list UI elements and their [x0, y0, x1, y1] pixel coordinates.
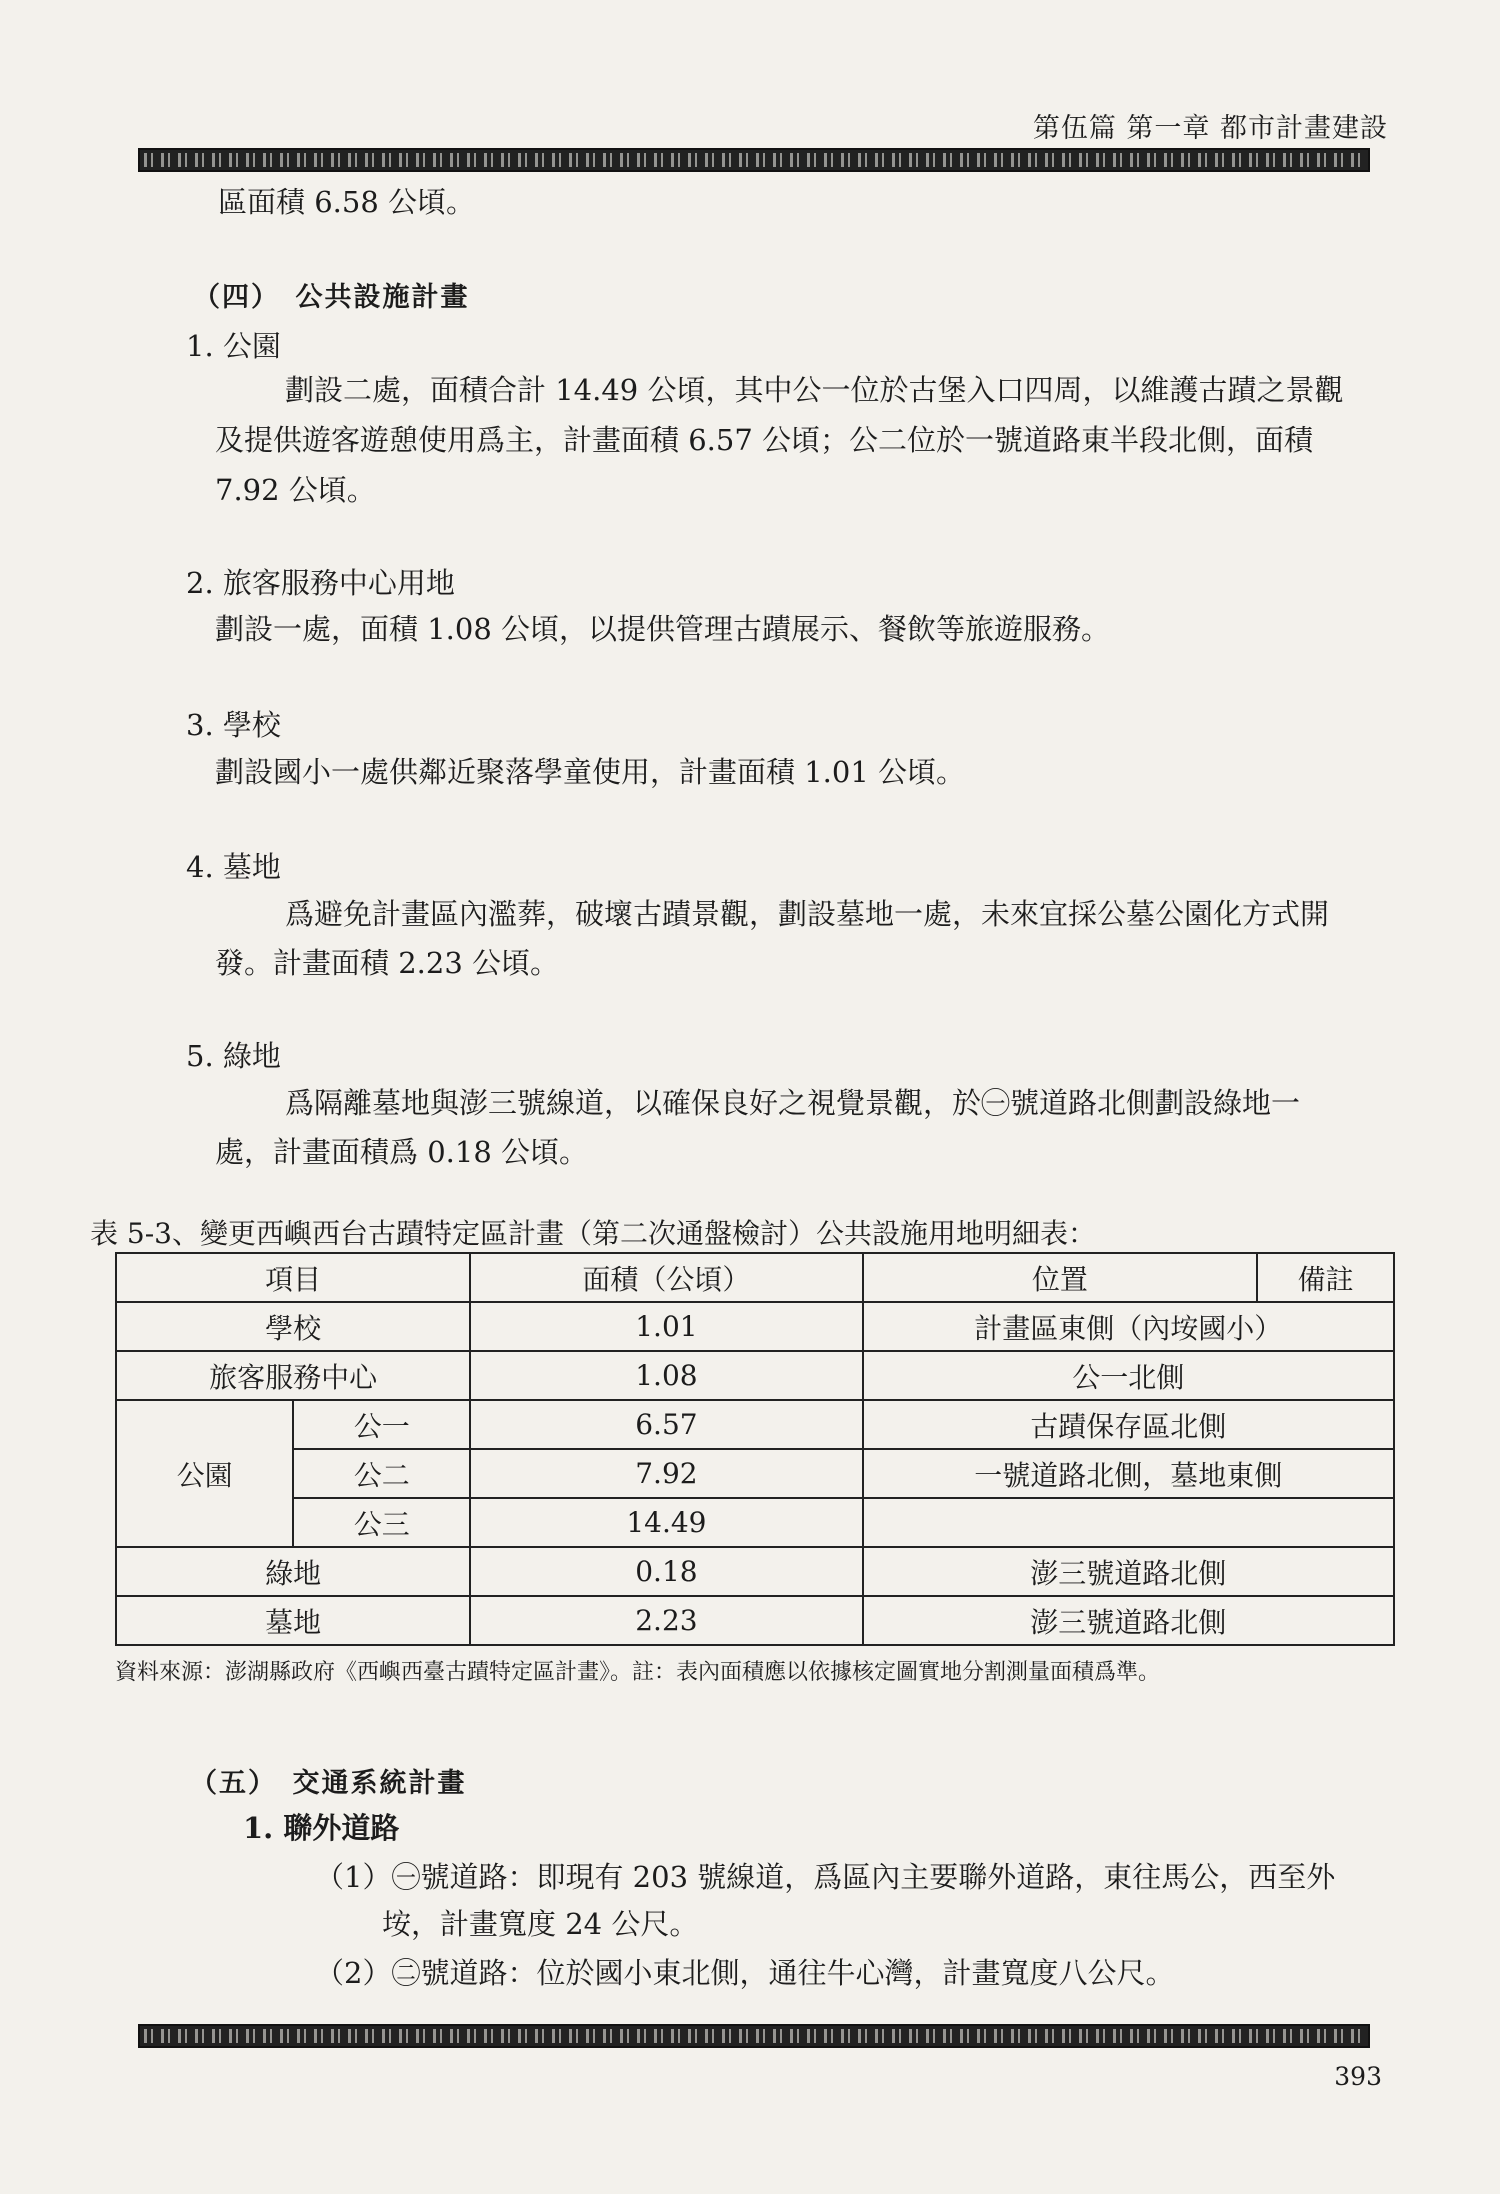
- row-green-name: 綠地: [116, 1547, 470, 1596]
- row-park3-area: 14.49: [470, 1498, 862, 1547]
- item-4-heading: 4. 墓地: [186, 850, 281, 884]
- row-park1-name: 公一: [293, 1400, 470, 1449]
- row-tourist-name: 旅客服務中心: [116, 1351, 470, 1400]
- row-park2-name: 公二: [293, 1449, 470, 1498]
- row-park3-name: 公三: [293, 1498, 470, 1547]
- item-2-line-1: 劃設一處，面積 1.08 公頃，以提供管理古蹟展示、餐飲等旅遊服務。: [215, 612, 1111, 646]
- table-row: [116, 1302, 1394, 1351]
- header-note: 備註: [1257, 1253, 1394, 1302]
- section-5-title: （五） 交通系統計畫: [190, 1768, 467, 1799]
- header-area: 面積（公頃）: [470, 1253, 862, 1302]
- table-row: [116, 1400, 1394, 1449]
- item-1-line-3: 7.92 公頃。: [215, 473, 376, 507]
- item-5-line-1: 爲隔離墓地與澎三號線道，以確保良好之視覺景觀，於㊀號道路北側劃設綠地一: [285, 1086, 1301, 1120]
- header-location: 位置: [863, 1253, 1258, 1302]
- row-park-label: 公園: [116, 1400, 293, 1547]
- table-row: [116, 1596, 1394, 1645]
- row-park3-location: [863, 1498, 1394, 1547]
- row-school-name: 學校: [116, 1302, 470, 1351]
- table-row: [116, 1547, 1394, 1596]
- item-4-line-2: 發。計畫面積 2.23 公頃。: [215, 946, 560, 980]
- row-park2-location: 一號道路北側，墓地東側: [863, 1449, 1394, 1498]
- continued-text: 區面積 6.58 公頃。: [218, 185, 476, 219]
- road-1-line-1: （1）㊀號道路：即現有 203 號線道，爲區內主要聯外道路，東往馬公，西至外: [315, 1860, 1336, 1894]
- facility-table: [115, 1252, 1395, 1646]
- header-item: 項目: [116, 1253, 470, 1302]
- row-park2-area: 7.92: [470, 1449, 862, 1498]
- section-5-subheading: 1. 聯外道路: [243, 1811, 400, 1845]
- row-green-area: 0.18: [470, 1547, 862, 1596]
- table-header-row: [116, 1253, 1394, 1302]
- table-row: [116, 1351, 1394, 1400]
- row-tourist-area: 1.08: [470, 1351, 862, 1400]
- row-cemetery-location: 澎三號道路北側: [863, 1596, 1394, 1645]
- row-cemetery-area: 2.23: [470, 1596, 862, 1645]
- item-3-line-1: 劃設國小一處供鄰近聚落學童使用，計畫面積 1.01 公頃。: [215, 755, 966, 789]
- bottom-decorative-border: [138, 2024, 1370, 2048]
- item-4-line-1: 爲避免計畫區內濫葬，破壞古蹟景觀，劃設墓地一處，未來宜採公墓公園化方式開: [285, 897, 1330, 931]
- row-school-area: 1.01: [470, 1302, 862, 1351]
- page-number: 393: [1334, 2062, 1382, 2091]
- item-2-heading: 2. 旅客服務中心用地: [186, 566, 455, 600]
- item-5-heading: 5. 綠地: [186, 1039, 281, 1073]
- row-green-location: 澎三號道路北側: [863, 1547, 1394, 1596]
- item-1-heading: 1. 公園: [186, 329, 281, 363]
- section-4-title: （四） 公共設施計畫: [193, 282, 470, 313]
- row-cemetery-name: 墓地: [116, 1596, 470, 1645]
- table-row: [116, 1449, 1394, 1498]
- road-2-line-1: （2）㊁號道路：位於國小東北側，通往牛心灣，計畫寬度八公尺。: [315, 1956, 1175, 1990]
- item-1-line-1: 劃設二處，面積合計 14.49 公頃，其中公一位於古堡入口四周，以維護古蹟之景觀: [285, 373, 1344, 407]
- top-decorative-border: [138, 148, 1370, 172]
- item-1-line-2: 及提供遊客遊憩使用爲主，計畫面積 6.57 公頃；公二位於一號道路東半段北側，面積: [215, 423, 1314, 457]
- row-school-location: 計畫區東側（內垵國小）: [863, 1302, 1394, 1351]
- item-5-line-2: 處，計畫面積爲 0.18 公頃。: [215, 1135, 589, 1169]
- row-tourist-location: 公一北側: [863, 1351, 1394, 1400]
- chapter-header: 第伍篇 第一章 都市計畫建設: [1032, 113, 1388, 144]
- row-park1-area: 6.57: [470, 1400, 862, 1449]
- row-park1-location: 古蹟保存區北側: [863, 1400, 1394, 1449]
- item-3-heading: 3. 學校: [186, 708, 281, 742]
- road-1-line-2: 垵，計畫寬度 24 公尺。: [382, 1907, 699, 1941]
- table-caption: 表 5-3、變更西嶼西台古蹟特定區計畫（第二次通盤檢討）公共設施用地明細表：: [90, 1217, 1096, 1250]
- table-source-note: 資料來源：澎湖縣政府《西嶼西臺古蹟特定區計畫》。註：表內面積應以依據核定圖實地分割測量面積爲準。: [115, 1660, 1161, 1685]
- table-row: [116, 1498, 1394, 1547]
